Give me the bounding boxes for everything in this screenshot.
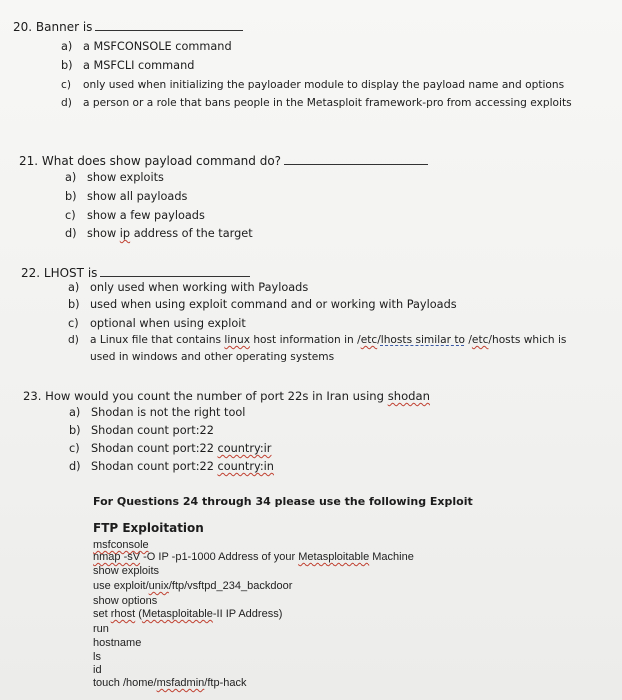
q22-option-d-line2: used in windows and other operating systems (90, 351, 335, 363)
q23-option-c: c) Shodan count port:22 country:ir (69, 442, 272, 455)
cmd-line-6: set rhost (Metasploitable-II IP Address) (93, 608, 283, 620)
q22-option-c: c) optional when using exploit (68, 317, 246, 330)
q21-option-b: b) show all payloads (65, 190, 188, 203)
q20-option-a: a) a MSFCONSOLE command (61, 40, 232, 53)
q23-option-a: a) Shodan is not the right tool (69, 406, 246, 419)
q22-option-b: b) used when using exploit command and or working with Payloads (68, 298, 457, 311)
q20-option-c: c) only used when initializing the payloader module to display the payload name and options (61, 79, 565, 91)
answer-blank (100, 264, 250, 277)
question-22-title: 22. LHOST is (21, 264, 250, 280)
q22-option-a: a) only used when working with Payloads (68, 281, 309, 294)
answer-blank (95, 18, 243, 31)
answer-blank (284, 152, 428, 165)
cmd-line-8: hostname (93, 637, 142, 649)
cmd-line-9: ls (93, 651, 101, 663)
q20-option-b: b) a MSFCLI command (61, 59, 195, 72)
cmd-line-1: msfconsole (93, 539, 149, 551)
q22-option-d: d) a Linux file that contains linux host information in /etc/lhosts similar to /etc/hosts which is (68, 334, 567, 346)
q23-option-d: d) Shodan count port:22 country:in (69, 460, 274, 473)
q21-option-a: a) show exploits (65, 171, 164, 184)
question-23-title: 23. How would you count the number of port 22s in Iran using shodan (23, 389, 430, 403)
question-20-title: 20. Banner is (13, 18, 243, 34)
q21-option-d: d) show ip address of the target (65, 227, 253, 240)
exploit-heading: FTP Exploitation (93, 521, 204, 535)
cmd-line-7: run (93, 623, 109, 635)
cmd-line-4: use exploit/unix/ftp/vsftpd_234_backdoor (93, 580, 293, 592)
cmd-line-10: id (93, 664, 102, 676)
question-21-title: 21. What does show payload command do? (19, 152, 428, 168)
cmd-line-3: show exploits (93, 565, 160, 577)
cmd-line-11: touch /home/msfadmin/ftp-hack (93, 677, 247, 689)
exploit-instruction: For Questions 24 through 34 please use the following Exploit (93, 495, 473, 508)
cmd-line-2: nmap -sV -O IP -p1-1000 Address of your Metasploitable Machine (93, 551, 414, 563)
cmd-line-5: show options (93, 595, 158, 607)
q23-option-b: b) Shodan count port:22 (69, 424, 214, 437)
q20-option-d: d) a person or a role that bans people in the Metasploit framework-pro from accessing exploits (61, 97, 572, 109)
q21-option-c: c) show a few payloads (65, 209, 205, 222)
